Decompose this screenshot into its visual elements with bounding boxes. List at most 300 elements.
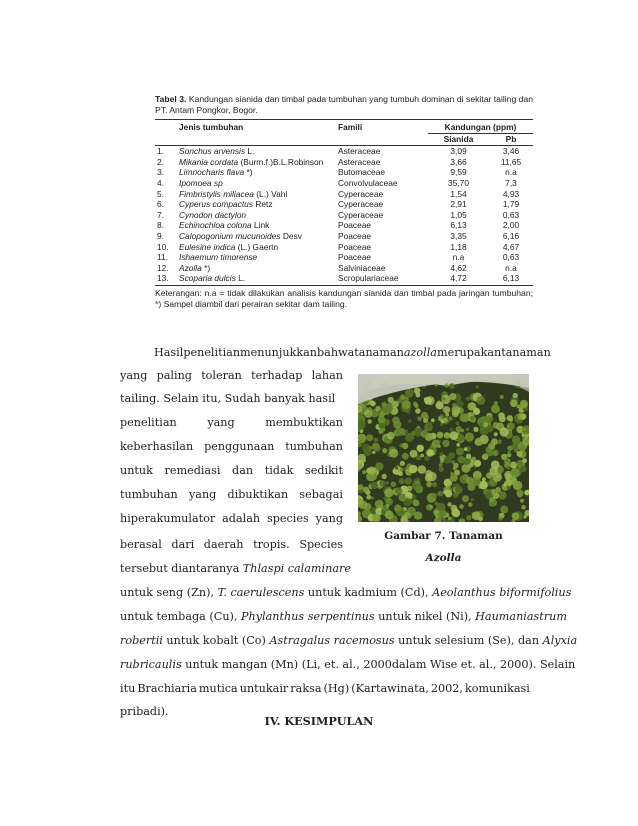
azolla-frond bbox=[405, 512, 410, 517]
paragraph-line-4 bbox=[120, 416, 343, 429]
azolla-frond bbox=[425, 470, 432, 477]
azolla-frond bbox=[392, 469, 397, 474]
azolla-frond bbox=[523, 515, 526, 518]
azolla-frond bbox=[440, 414, 443, 417]
row-lead: 0,63 bbox=[502, 252, 520, 263]
azolla-frond bbox=[449, 383, 455, 389]
azolla-frond bbox=[456, 447, 464, 455]
word: dan bbox=[232, 464, 254, 477]
azolla-frond bbox=[468, 402, 476, 410]
azolla-frond bbox=[449, 428, 453, 432]
word: Species bbox=[299, 538, 343, 551]
table-row bbox=[155, 263, 533, 274]
row-lead: 4,93 bbox=[502, 188, 520, 199]
azolla-frond bbox=[407, 486, 412, 491]
word: adalah bbox=[222, 512, 261, 525]
azolla-frond bbox=[482, 477, 486, 481]
word: paling bbox=[156, 369, 192, 382]
azolla-frond bbox=[382, 448, 387, 453]
text-run: untuk mangan (Mn) (Li, et. al., 2000dalam Wise et. al., 2000). Selain bbox=[181, 658, 576, 671]
row-family: Poaceae bbox=[338, 220, 372, 231]
azolla-frond bbox=[400, 467, 404, 471]
azolla-frond bbox=[512, 513, 520, 521]
table-row bbox=[155, 199, 533, 210]
table-row bbox=[155, 220, 533, 231]
azolla-frond bbox=[421, 412, 428, 419]
header-lead: Pb bbox=[489, 133, 533, 146]
azolla-frond bbox=[415, 408, 420, 413]
row-family: Convolvulaceae bbox=[338, 177, 398, 188]
azolla-image bbox=[358, 374, 529, 522]
row-cyanide: 3,66 bbox=[450, 156, 467, 167]
azolla-frond bbox=[439, 452, 443, 456]
row-lead: 7,3 bbox=[505, 177, 517, 188]
azolla-frond bbox=[405, 477, 412, 484]
azolla-frond bbox=[372, 451, 375, 454]
azolla-frond bbox=[415, 485, 423, 493]
header-cyanide: Sianida bbox=[428, 133, 489, 146]
azolla-frond bbox=[513, 393, 518, 398]
paragraph-line-3: tailing. Selain itu, Sudah banyak hasil bbox=[120, 392, 336, 405]
azolla-frond bbox=[500, 427, 509, 436]
azolla-frond bbox=[466, 454, 471, 459]
azolla-frond bbox=[480, 418, 484, 422]
text-run: untuk kadmium (Cd), bbox=[304, 586, 433, 599]
azolla-frond bbox=[407, 411, 410, 414]
row-cyanide: 4,72 bbox=[428, 273, 489, 285]
azolla-frond bbox=[476, 396, 485, 405]
species-name: Haumaniastrum bbox=[475, 610, 567, 623]
paragraph-line-2 bbox=[120, 369, 343, 382]
azolla-frond bbox=[486, 449, 494, 457]
azolla-frond bbox=[430, 505, 433, 508]
word: sedikit bbox=[305, 464, 343, 477]
row-family: Asteraceae bbox=[338, 146, 381, 157]
row-lead: 6,16 bbox=[502, 230, 520, 241]
azolla-frond bbox=[466, 397, 470, 401]
word: penelitian bbox=[183, 346, 241, 359]
azolla-frond bbox=[432, 440, 440, 448]
azolla-frond bbox=[491, 460, 500, 469]
species-name: Phylanthus serpentinus bbox=[241, 610, 375, 623]
paragraph-line-11 bbox=[120, 586, 571, 599]
species-name: T. caerulescens bbox=[217, 586, 305, 599]
word: komunikasi bbox=[465, 682, 530, 695]
word: terhadap bbox=[251, 369, 303, 382]
azolla-frond bbox=[412, 509, 416, 513]
row-number: 6. bbox=[157, 199, 164, 210]
azolla-frond bbox=[406, 436, 412, 442]
azolla-frond bbox=[440, 510, 447, 517]
row-number: 12. bbox=[157, 262, 169, 273]
word: tanaman bbox=[501, 346, 551, 359]
word: lahan bbox=[311, 369, 343, 382]
azolla-frond bbox=[485, 415, 493, 423]
azolla-frond bbox=[520, 400, 528, 408]
paragraph-line-14 bbox=[120, 658, 575, 671]
azolla-frond bbox=[399, 494, 406, 501]
table-row bbox=[155, 189, 533, 200]
row-family: Butomaceae bbox=[338, 167, 386, 178]
azolla-frond bbox=[363, 448, 371, 456]
row-species: Calopogonium mucunoides Desv bbox=[179, 230, 302, 241]
word: dibuktikan bbox=[227, 488, 289, 501]
azolla-frond bbox=[498, 412, 505, 419]
azolla-frond bbox=[375, 446, 381, 452]
row-lead: 1,79 bbox=[502, 199, 520, 210]
row-cyanide: 6,13 bbox=[450, 220, 467, 231]
azolla-frond bbox=[440, 423, 444, 427]
azolla-frond bbox=[449, 431, 458, 440]
word: tumbuhan bbox=[285, 440, 343, 453]
azolla-frond bbox=[443, 406, 450, 413]
azolla-frond bbox=[439, 463, 443, 467]
azolla-frond bbox=[366, 434, 373, 441]
azolla-frond bbox=[427, 449, 434, 456]
azolla-frond bbox=[398, 471, 403, 476]
azolla-frond bbox=[423, 418, 428, 423]
row-family: Cyperaceae bbox=[338, 199, 384, 210]
row-species: Sonchus arvensis L. bbox=[179, 146, 255, 157]
azolla-frond bbox=[426, 422, 433, 429]
paragraph-line-9 bbox=[120, 538, 343, 551]
azolla-frond bbox=[466, 515, 471, 520]
azolla-frond bbox=[473, 427, 478, 432]
species-thlaspi: Thlaspi calaminare bbox=[242, 562, 351, 575]
word: yang bbox=[315, 512, 343, 525]
row-family: Cyperaceae bbox=[338, 188, 384, 199]
azolla-frond bbox=[374, 438, 379, 443]
word: tropis. bbox=[253, 538, 290, 551]
azolla-frond bbox=[409, 465, 418, 474]
line-10-text: tersebut diantaranya bbox=[120, 562, 243, 575]
azolla-frond bbox=[400, 394, 406, 400]
azolla-frond bbox=[448, 517, 452, 521]
azolla-frond bbox=[472, 477, 481, 486]
azolla-frond bbox=[453, 466, 457, 470]
azolla-frond bbox=[510, 468, 520, 478]
azolla-frond bbox=[409, 493, 413, 497]
azolla-frond bbox=[444, 432, 451, 439]
word: daerah bbox=[203, 538, 244, 551]
azolla-frond bbox=[490, 497, 495, 502]
row-number: 10. bbox=[157, 241, 169, 252]
azolla-frond bbox=[363, 487, 369, 493]
azolla-frond bbox=[497, 439, 502, 444]
table-row bbox=[155, 178, 533, 189]
azolla-frond bbox=[510, 400, 518, 408]
table-row bbox=[155, 242, 533, 253]
azolla-frond bbox=[495, 487, 501, 493]
paragraph-line-15 bbox=[120, 682, 530, 695]
row-lead: n.a bbox=[505, 167, 517, 178]
azolla-frond bbox=[447, 502, 451, 506]
azolla-frond bbox=[475, 438, 483, 446]
paragraph-line-7 bbox=[120, 488, 343, 501]
azolla-frond bbox=[402, 400, 411, 409]
azolla-frond bbox=[413, 402, 417, 406]
table-caption-text: Kandungan sianida dan timbal pada tumbuhan yang tumbuh dominan di sekitar tailing dan PT. Antam Pongkor, Bogor. bbox=[155, 94, 534, 115]
row-family: Poaceae bbox=[338, 230, 372, 241]
species-name: Aeolanthus biformifolius bbox=[432, 586, 572, 599]
azolla-frond bbox=[523, 428, 526, 431]
azolla-frond bbox=[392, 416, 400, 424]
azolla-frond bbox=[384, 488, 393, 497]
row-lead: 4,67 bbox=[502, 241, 520, 252]
azolla-photo bbox=[358, 374, 529, 522]
azolla-frond bbox=[450, 474, 457, 481]
row-species: Cynodon dactylon bbox=[179, 209, 247, 220]
row-number: 7. bbox=[157, 209, 164, 220]
word: yang bbox=[188, 488, 217, 501]
azolla-frond bbox=[464, 447, 468, 451]
azolla-frond bbox=[452, 403, 456, 407]
row-species: Azolla *) bbox=[179, 262, 211, 273]
azolla-frond bbox=[506, 480, 512, 486]
word: tidak bbox=[264, 464, 294, 477]
azolla-frond bbox=[366, 495, 371, 500]
row-lead: 2,00 bbox=[502, 220, 520, 231]
row-species: Scoparia dulcis L. bbox=[177, 273, 336, 285]
azolla-frond bbox=[378, 429, 383, 434]
table-row bbox=[155, 157, 533, 168]
azolla-frond bbox=[395, 487, 402, 494]
azolla-frond bbox=[417, 416, 422, 421]
azolla-frond bbox=[422, 430, 427, 435]
azolla-frond bbox=[493, 451, 497, 455]
word: untuk bbox=[120, 464, 153, 477]
azolla-frond bbox=[472, 511, 481, 520]
azolla-frond bbox=[520, 499, 524, 503]
species-name: Astragalus racemosus bbox=[269, 634, 395, 647]
azolla-frond bbox=[488, 442, 495, 449]
word: hiperakumulator bbox=[120, 512, 216, 525]
row-family: Poaceae bbox=[338, 241, 372, 252]
azolla-frond bbox=[379, 480, 386, 487]
row-number: 3. bbox=[157, 167, 164, 178]
azolla-frond bbox=[437, 432, 444, 439]
table-row bbox=[155, 252, 533, 263]
azolla-frond bbox=[468, 502, 473, 507]
azolla-frond bbox=[498, 516, 502, 520]
row-cyanide: 3,35 bbox=[450, 230, 467, 241]
azolla-frond bbox=[483, 422, 488, 427]
row-number: 5. bbox=[157, 188, 164, 199]
paragraph-line-1 bbox=[154, 346, 551, 359]
paragraph-line-5 bbox=[120, 440, 343, 453]
plant-content-table bbox=[155, 119, 533, 286]
word: toleran bbox=[201, 369, 242, 382]
azolla-frond bbox=[431, 419, 434, 422]
section-heading: IV. KESIMPULAN bbox=[264, 714, 374, 728]
azolla-frond bbox=[436, 401, 444, 409]
azolla-frond bbox=[382, 474, 387, 479]
row-family: Asteraceae bbox=[338, 156, 381, 167]
azolla-frond bbox=[375, 462, 383, 470]
word: Brachiaria bbox=[137, 682, 197, 695]
azolla-frond bbox=[388, 397, 394, 403]
row-family: Salviniaceae bbox=[338, 262, 386, 273]
word: remediasi bbox=[164, 464, 221, 477]
row-number: 2. bbox=[157, 156, 164, 167]
azolla-frond bbox=[507, 445, 513, 451]
azolla-frond bbox=[461, 429, 464, 432]
azolla-frond bbox=[475, 385, 479, 389]
table-row bbox=[155, 167, 533, 178]
word: itu bbox=[120, 682, 136, 695]
azolla-frond bbox=[491, 405, 500, 414]
azolla-frond bbox=[413, 500, 420, 507]
figure-caption-prefix: Gambar 7. Tanaman bbox=[384, 530, 503, 542]
word: penggunaan bbox=[204, 440, 275, 453]
azolla-frond bbox=[474, 460, 481, 467]
azolla-frond bbox=[444, 479, 451, 486]
azolla-frond bbox=[402, 443, 408, 449]
azolla-frond bbox=[432, 482, 437, 487]
azolla-frond bbox=[456, 443, 460, 447]
figure-caption-italic: Azolla bbox=[425, 552, 462, 564]
word: keberhasilan bbox=[120, 440, 194, 453]
row-lead: 11,65 bbox=[500, 156, 522, 167]
paragraph-line-10 bbox=[120, 562, 351, 575]
azolla-frond bbox=[372, 514, 380, 522]
word: yang bbox=[120, 369, 148, 382]
azolla-frond bbox=[512, 436, 520, 444]
word: merupakan bbox=[436, 346, 502, 359]
azolla-frond bbox=[405, 389, 414, 398]
azolla-frond bbox=[426, 481, 432, 487]
header-species: Jenis tumbuhan bbox=[177, 120, 336, 134]
azolla-frond bbox=[382, 505, 388, 511]
azolla-frond bbox=[461, 464, 470, 473]
word: sebagai bbox=[299, 488, 343, 501]
header-content: Kandungan (ppm) bbox=[428, 120, 533, 134]
azolla-frond bbox=[439, 467, 444, 472]
azolla-frond bbox=[375, 500, 384, 509]
azolla-frond bbox=[387, 432, 395, 440]
text-run: untuk kobalt (Co) bbox=[162, 634, 270, 647]
azolla-frond bbox=[457, 456, 465, 464]
azolla-frond bbox=[386, 481, 389, 484]
azolla-frond bbox=[500, 395, 504, 399]
azolla-frond bbox=[432, 493, 438, 499]
azolla-frond bbox=[400, 461, 405, 466]
azolla-frond bbox=[389, 449, 398, 458]
species-name: Alyxia bbox=[542, 634, 578, 647]
azolla-frond bbox=[416, 455, 421, 460]
azolla-frond bbox=[391, 482, 396, 487]
row-lead: 3,46 bbox=[502, 146, 520, 157]
word: Hasil bbox=[154, 346, 184, 359]
row-species: Fimbristylis miliacea (L.) Vahl bbox=[179, 188, 288, 199]
azolla-frond bbox=[521, 505, 526, 510]
azolla-frond bbox=[507, 422, 515, 430]
row-number: 11. bbox=[157, 252, 169, 263]
azolla-frond bbox=[442, 440, 449, 447]
azolla-frond bbox=[510, 462, 517, 469]
azolla-frond bbox=[399, 478, 405, 484]
row-species: Limnocharis flava *) bbox=[179, 167, 253, 178]
azolla-frond bbox=[442, 397, 446, 401]
azolla-frond bbox=[453, 492, 459, 498]
row-cyanide: 9,59 bbox=[450, 167, 467, 178]
azolla-frond bbox=[449, 393, 456, 400]
azolla-frond bbox=[500, 506, 508, 514]
azolla-frond bbox=[507, 451, 511, 455]
azolla-frond bbox=[456, 421, 460, 425]
azolla-frond bbox=[504, 458, 511, 465]
azolla-frond bbox=[493, 422, 499, 428]
species-name: rubricaulis bbox=[120, 658, 182, 671]
word: tumbuhan bbox=[120, 488, 178, 501]
row-lead: 6,13 bbox=[489, 273, 533, 285]
azolla-frond bbox=[498, 491, 506, 499]
table-caption-label: Tabel 3. bbox=[155, 94, 187, 104]
row-cyanide: 4,62 bbox=[450, 262, 467, 273]
azolla-frond bbox=[459, 504, 464, 509]
azolla-frond bbox=[517, 451, 523, 457]
row-number: 8. bbox=[157, 220, 164, 231]
row-cyanide: 2,91 bbox=[450, 199, 467, 210]
azolla-frond bbox=[492, 472, 502, 482]
row-number: 4. bbox=[157, 177, 164, 188]
azolla-frond bbox=[507, 466, 511, 470]
azolla-frond bbox=[489, 502, 494, 507]
row-number: 13. bbox=[155, 273, 177, 285]
row-species: Mikania cordata (Burm.f.)B.L.Robinson bbox=[179, 156, 324, 167]
row-species: Ishaemum timorense bbox=[179, 252, 258, 263]
word: 2002, bbox=[430, 682, 463, 695]
paragraph-line-6 bbox=[120, 464, 343, 477]
azolla-frond bbox=[471, 498, 474, 501]
word: penelitian bbox=[120, 416, 177, 429]
word: (Kartawinata, bbox=[351, 682, 429, 695]
azolla-frond bbox=[378, 416, 386, 424]
azolla-frond bbox=[466, 428, 469, 431]
azolla-frond bbox=[396, 507, 405, 516]
azolla-frond bbox=[462, 495, 469, 502]
paragraph-line-13 bbox=[120, 634, 577, 647]
text-run: untuk tembaga (Cu), bbox=[120, 610, 241, 623]
word: yang bbox=[207, 416, 235, 429]
azolla-frond bbox=[443, 418, 448, 423]
word: species bbox=[267, 512, 309, 525]
azolla-frond bbox=[522, 458, 527, 463]
paragraph-line-12 bbox=[120, 610, 567, 623]
table-row bbox=[155, 146, 533, 157]
azolla-frond bbox=[470, 416, 475, 421]
word: tanaman bbox=[354, 346, 404, 359]
table-3-figure bbox=[155, 94, 533, 310]
azolla-frond bbox=[517, 405, 521, 409]
row-family: Scropulariaceae bbox=[336, 273, 428, 285]
azolla-frond bbox=[424, 397, 427, 400]
text-run: untuk seng (Zn), bbox=[120, 586, 218, 599]
figure-caption bbox=[358, 525, 529, 564]
azolla-frond bbox=[420, 454, 424, 458]
azolla-frond bbox=[414, 388, 421, 395]
azolla-frond bbox=[362, 470, 366, 474]
azolla-frond bbox=[414, 512, 422, 520]
row-lead: n.a bbox=[505, 262, 517, 273]
text-run: untuk selesium (Se), dan bbox=[394, 634, 543, 647]
azolla-frond bbox=[364, 410, 372, 418]
header-family: Famili bbox=[336, 120, 428, 134]
word: mutica bbox=[198, 682, 238, 695]
azolla-frond bbox=[375, 406, 381, 412]
row-species: Ipomoea sp bbox=[179, 177, 223, 188]
word: bahwa bbox=[317, 346, 355, 359]
